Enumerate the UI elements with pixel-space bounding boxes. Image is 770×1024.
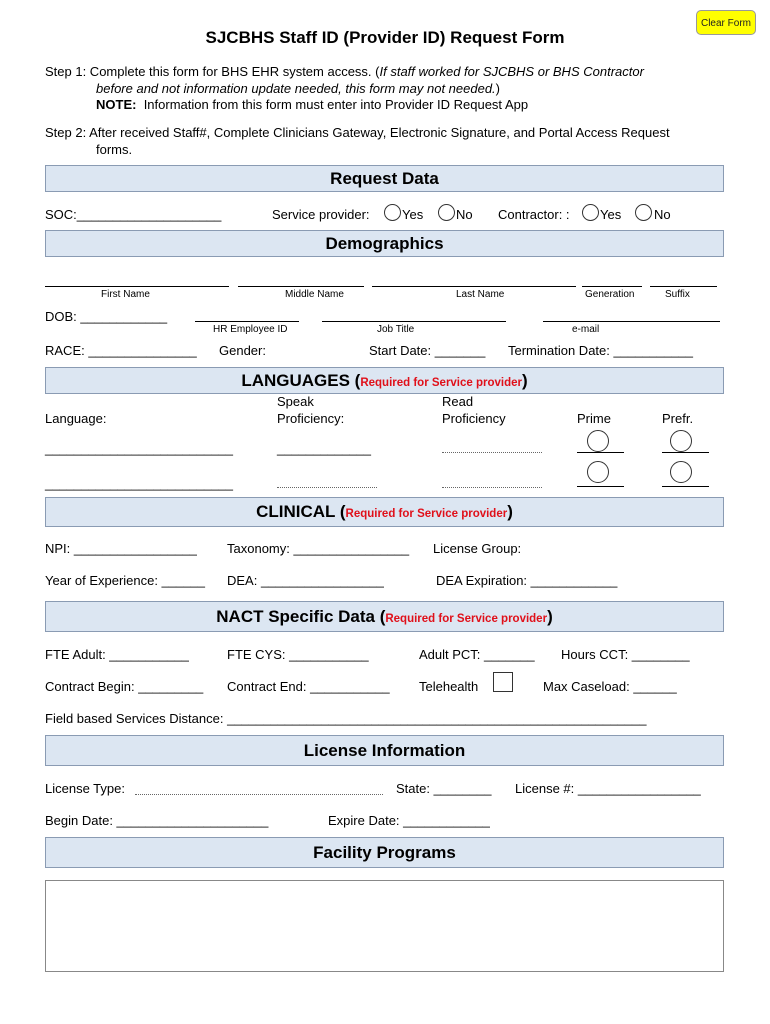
facility-programs-textarea[interactable] bbox=[45, 880, 724, 972]
termination-date-field[interactable]: Termination Date: ___________ bbox=[508, 343, 694, 358]
language-2-input[interactable]: __________________________ bbox=[45, 476, 233, 491]
first-name-label: First Name bbox=[101, 289, 150, 300]
prefr-2-underline bbox=[662, 486, 709, 487]
dob-field[interactable]: DOB: ____________ bbox=[45, 309, 168, 324]
nact-header bbox=[45, 601, 724, 632]
email-label: e-mail bbox=[572, 324, 600, 335]
read-label: Read bbox=[442, 394, 474, 409]
prefr-label: Prefr. bbox=[662, 411, 694, 426]
request-data-header: Request Data bbox=[45, 165, 724, 192]
hr-employee-id-label: HR Employee ID bbox=[213, 324, 288, 335]
languages-header bbox=[45, 367, 724, 394]
speak-1-input[interactable]: _____________ bbox=[277, 441, 371, 456]
step1-line1 bbox=[45, 64, 644, 79]
page-title: SJCBHS Staff ID (Provider ID) Request Form bbox=[205, 28, 565, 47]
demographics-header: Demographics bbox=[45, 230, 724, 257]
contractor-yes-radio[interactable] bbox=[582, 204, 599, 221]
read-1-input[interactable] bbox=[442, 452, 542, 453]
taxonomy-field[interactable]: Taxonomy: ________________ bbox=[227, 541, 410, 556]
suffix-input[interactable] bbox=[650, 286, 717, 287]
hours-cct-field[interactable]: Hours CCT: ________ bbox=[561, 647, 690, 662]
contract-end-field[interactable]: Contract End: ___________ bbox=[227, 679, 390, 694]
speak-2-input[interactable] bbox=[277, 487, 377, 488]
prime-1-underline bbox=[577, 452, 624, 453]
step1-note bbox=[96, 97, 528, 112]
last-name-label: Last Name bbox=[456, 289, 505, 300]
language-label: Language: bbox=[45, 411, 107, 426]
license-type-input[interactable] bbox=[135, 794, 383, 795]
job-title-input[interactable] bbox=[322, 321, 506, 322]
read-2-input[interactable] bbox=[442, 487, 542, 488]
begin-date-field[interactable]: Begin Date: _____________________ bbox=[45, 813, 269, 828]
telehealth-label: Telehealth bbox=[419, 679, 479, 694]
contractor-no-radio[interactable] bbox=[635, 204, 652, 221]
middle-name-label: Middle Name bbox=[285, 289, 344, 300]
adult-pct-field[interactable]: Adult PCT: _______ bbox=[419, 647, 535, 662]
step1-italic-2: before and not information update needed, this form may not needed. bbox=[96, 81, 496, 96]
first-name-input[interactable] bbox=[45, 286, 229, 287]
step1-text: Step 1: Complete this form for BHS EHR system access. ( bbox=[45, 64, 380, 79]
step1-italic: If staff worked for SJCBHS or BHS Contractor bbox=[379, 64, 644, 79]
prefr-1-underline bbox=[662, 452, 709, 453]
read-proficiency-label: Proficiency bbox=[442, 411, 506, 426]
clinical-header bbox=[45, 497, 724, 527]
facility-header: Facility Programs bbox=[45, 837, 724, 868]
step1-suffix: ) bbox=[495, 81, 500, 96]
generation-label: Generation bbox=[585, 289, 635, 300]
year-of-experience-field[interactable]: Year of Experience: ______ bbox=[45, 573, 205, 588]
step2-line2: forms. bbox=[96, 142, 133, 157]
speak-proficiency-label: Proficiency: bbox=[277, 411, 345, 426]
clinical-close-paren: ) bbox=[507, 502, 513, 521]
email-input[interactable] bbox=[543, 321, 720, 322]
start-date-field[interactable]: Start Date: _______ bbox=[369, 343, 486, 358]
middle-name-input[interactable] bbox=[238, 286, 364, 287]
clinical-required-note: Required for Service provider bbox=[345, 508, 508, 520]
gender-field[interactable]: Gender: bbox=[219, 343, 266, 358]
languages-required-note: Required for Service provider bbox=[360, 377, 523, 389]
state-field[interactable]: State: ________ bbox=[396, 781, 492, 796]
suffix-label: Suffix bbox=[665, 289, 690, 300]
contractor-yes-label: Yes bbox=[600, 207, 622, 222]
license-header: License Information bbox=[45, 735, 724, 766]
nact-title: NACT Specific Data ( bbox=[216, 607, 386, 626]
job-title-label: Job Title bbox=[377, 324, 415, 335]
prime-2-underline bbox=[577, 486, 624, 487]
service-provider-yes-radio[interactable] bbox=[384, 204, 401, 221]
expire-date-field[interactable]: Expire Date: ____________ bbox=[328, 813, 490, 828]
npi-field[interactable]: NPI: _________________ bbox=[45, 541, 197, 556]
contract-begin-field[interactable]: Contract Begin: _________ bbox=[45, 679, 204, 694]
service-provider-no-radio[interactable] bbox=[438, 204, 455, 221]
service-provider-yes-label: Yes bbox=[402, 207, 424, 222]
license-type-label: License Type: bbox=[45, 781, 125, 796]
step1-line2 bbox=[96, 81, 500, 96]
languages-title: LANGUAGES ( bbox=[241, 371, 361, 390]
note-text: Information from this form must enter into Provider ID Request App bbox=[143, 97, 529, 112]
fte-adult-field[interactable]: FTE Adult: ___________ bbox=[45, 647, 189, 662]
race-field[interactable]: RACE: _______________ bbox=[45, 343, 197, 358]
note-label: NOTE: bbox=[96, 97, 137, 112]
prefr-2-radio[interactable] bbox=[670, 461, 692, 483]
prefr-1-radio[interactable] bbox=[670, 430, 692, 452]
clear-form-button[interactable]: Clear Form bbox=[696, 10, 756, 35]
service-provider-label: Service provider: bbox=[272, 207, 370, 222]
field-based-distance-field[interactable]: Field based Services Distance: __________________________________________________________ bbox=[45, 711, 647, 726]
fte-cys-field[interactable]: FTE CYS: ___________ bbox=[227, 647, 369, 662]
contractor-no-label: No bbox=[654, 207, 671, 222]
license-number-field[interactable]: License #: _________________ bbox=[515, 781, 701, 796]
last-name-input[interactable] bbox=[372, 286, 576, 287]
language-1-input[interactable]: __________________________ bbox=[45, 441, 233, 456]
step2-line1: Step 2: After received Staff#, Complete Clinicians Gateway, Electronic Signature, and Portal Access Request bbox=[45, 125, 670, 140]
soc-field[interactable]: SOC:____________________ bbox=[45, 207, 222, 222]
nact-close-paren: ) bbox=[547, 607, 553, 626]
dea-field[interactable]: DEA: _________________ bbox=[227, 573, 384, 588]
dea-expiration-field[interactable]: DEA Expiration: ____________ bbox=[436, 573, 618, 588]
prime-2-radio[interactable] bbox=[587, 461, 609, 483]
license-group-field[interactable]: License Group: bbox=[433, 541, 522, 556]
generation-input[interactable] bbox=[582, 286, 642, 287]
prime-label: Prime bbox=[577, 411, 611, 426]
hr-employee-id-input[interactable] bbox=[195, 321, 299, 322]
clinical-title: CLINICAL ( bbox=[256, 502, 346, 521]
speak-label: Speak bbox=[277, 394, 314, 409]
prime-1-radio[interactable] bbox=[587, 430, 609, 452]
telehealth-checkbox[interactable] bbox=[493, 672, 513, 692]
contractor-label: Contractor: : bbox=[498, 207, 570, 222]
service-provider-no-label: No bbox=[456, 207, 473, 222]
languages-close-paren: ) bbox=[522, 371, 528, 390]
nact-required-note: Required for Service provider bbox=[385, 613, 548, 625]
max-caseload-field[interactable]: Max Caseload: ______ bbox=[543, 679, 677, 694]
